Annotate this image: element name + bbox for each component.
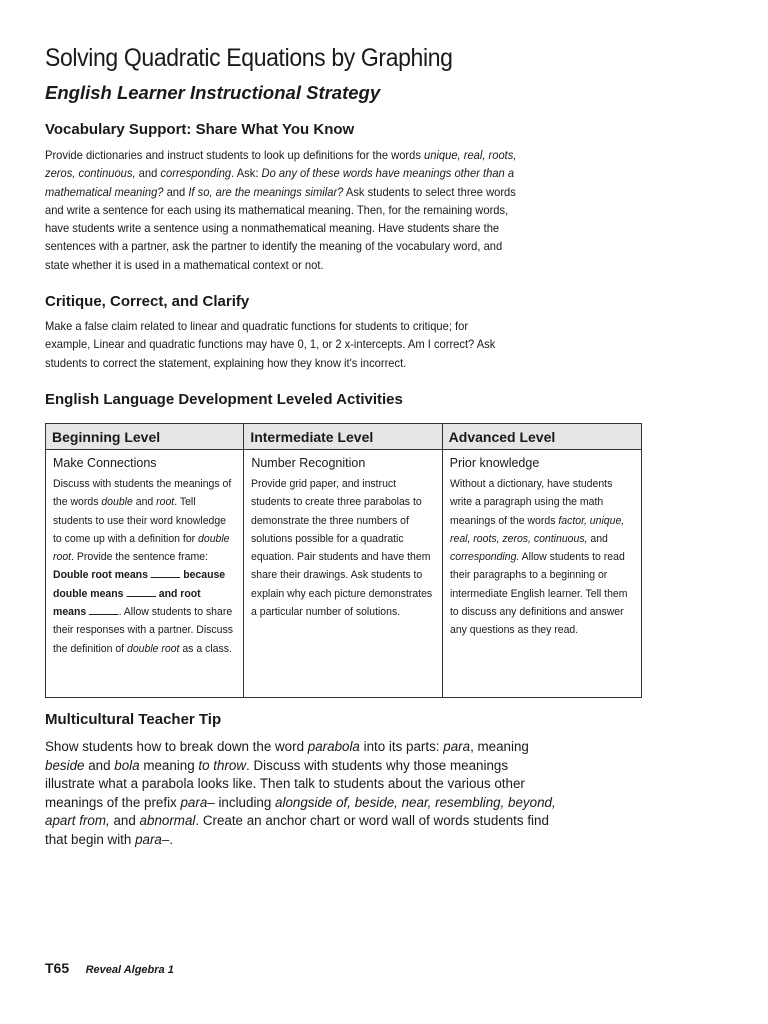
vocab-paragraph: Provide dictionaries and instruct students to look up definitions for the words unique, real, roots, zeros, continuous, and corresponding. Ask: Do any of these words have meanings other than a mathematical meaning? and If so, are the meanings similar? Ask students to select three words and write a sentence for each using its mathematical meaning. Then, for the remaining words, have students write a sentence using a nonmathematical meaning. Have students share the sentences with a partner, ask the partner to identify the meaning of the vocabulary word, and state whether it is used in a mathematical context or not. [45, 148, 517, 272]
answer-blank [89, 604, 118, 615]
advanced-cell [442, 450, 641, 698]
table-row [46, 450, 642, 698]
eld-activities-table [45, 423, 642, 698]
intermediate-cell [244, 450, 442, 698]
advanced-text: Without a dictionary, have students write a paragraph using the math meanings of the words factor, unique, real, roots, zeros, continuous, and corresponding. Allow students to read their paragraphs to a beginning or intermediate English learner. Tell them to discuss any definitions and answer any questions as they read. [449, 478, 628, 637]
beginning-cell [46, 450, 244, 698]
table-header-row [46, 424, 642, 450]
column-header-intermediate: Intermediate Level [244, 424, 442, 450]
beginning-text: Discuss with students the meanings of the words double and root. Tell students to use their word knowledge to come up with a definition for double root. Provide the sentence frame: Double root means because double means and root means . Allow students to share their responses with a partner. Discuss the definition of double root as a class. [53, 478, 233, 655]
eld-heading: English Language Development Leveled Activities [45, 391, 403, 408]
intermediate-text: Provide grid paper, and instruct students to create three parabolas to demonstrate the three numbers of solutions possible for a quadratic equation. Pair students and have them share their drawings. Ask students to explain why each picture demonstrates a particular number of solutions. [251, 478, 433, 619]
critique-paragraph: Make a false claim related to linear and quadratic functions for students to critique; for example, Linear and quadratic functions may have 0, 1, or 2 x-intercepts. Am I correct? Ask students to correct the statement, explaining how they know it's incorrect. [45, 319, 496, 370]
book-title: Reveal Algebra 1 [85, 964, 174, 976]
page-footer [45, 960, 174, 978]
intermediate-title: Number Recognition [251, 456, 366, 470]
column-header-beginning: Beginning Level [46, 424, 244, 450]
column-header-advanced: Advanced Level [442, 424, 641, 450]
tip-paragraph: Show students how to break down the word parabola into its parts: para, meaning beside and bola meaning to throw. Discuss with students why those meanings illustrate what a parabola looks like. Then talk to students about the various other meanings of the prefix para– including alongside of, beside, near, resembling, beyond, apart from, and abnormal. Create an anchor chart or word wall of words students find that begin with para–. [45, 739, 556, 847]
answer-blank [126, 586, 155, 597]
critique-heading: Critique, Correct, and Clarify [45, 293, 250, 310]
page-subtitle: English Learner Instructional Strategy [45, 82, 381, 103]
advanced-title: Prior knowledge [449, 456, 540, 470]
page-number: T65 [45, 960, 70, 976]
answer-blank [151, 567, 180, 578]
beginning-title: Make Connections [53, 456, 157, 470]
tip-heading: Multicultural Teacher Tip [45, 711, 222, 728]
page-title: Solving Quadratic Equations by Graphing [45, 44, 453, 72]
vocab-heading: Vocabulary Support: Share What You Know [45, 121, 355, 138]
